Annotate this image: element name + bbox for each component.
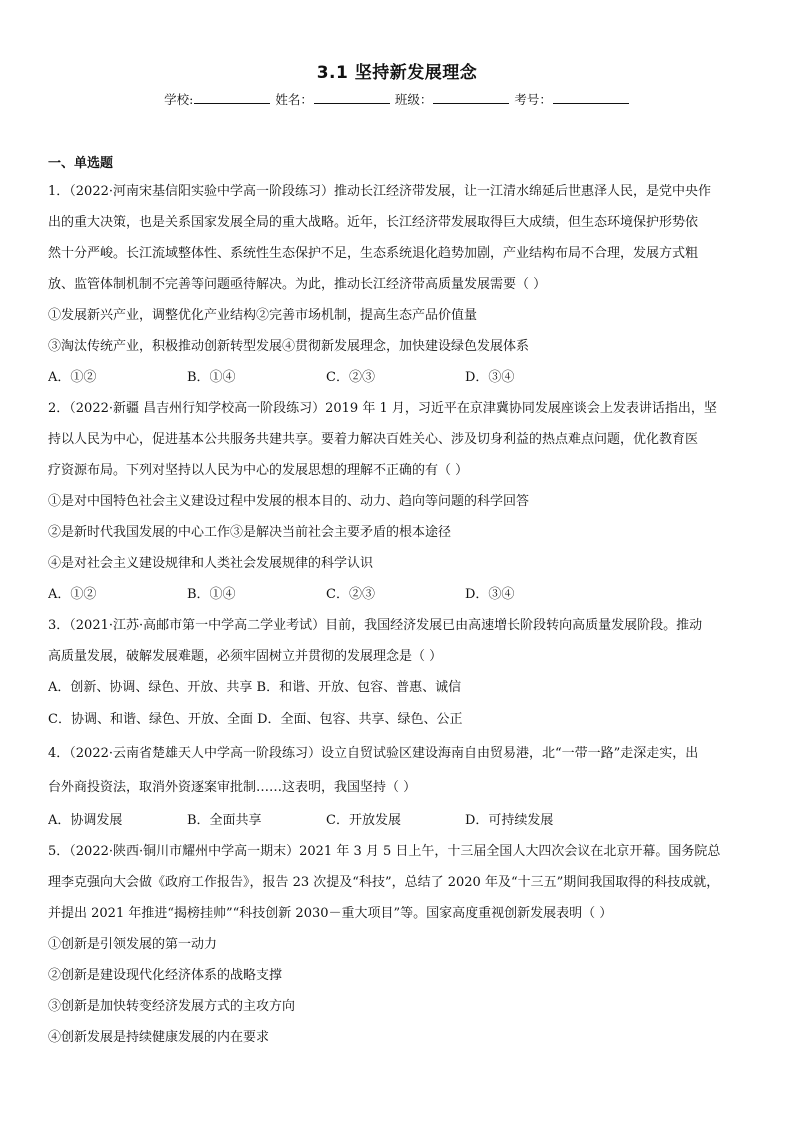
option-c: C．开放发展: [326, 813, 401, 828]
page-title: 3.1 坚持新发展理念: [316, 63, 478, 83]
question-text: 1．（2022·河南宋基信阳实验中学高一阶段练习）推动长江经济带发展，让一江清水绵延后世惠泽人民，是党中央作: [48, 184, 711, 199]
statement: ③创新是加快转变经济发展方式的主攻方向: [48, 999, 296, 1014]
option-d: D．可持续发展: [465, 813, 554, 828]
answer-options: [48, 362, 754, 393]
statement: ①发展新兴产业，调整优化产业结构②完善市场机制，提高生态产品价值量: [48, 308, 478, 323]
option-b: B．全面共享: [187, 813, 262, 828]
question-5: [48, 836, 754, 1053]
number-label: 考号：: [514, 92, 552, 107]
question-text: 持以人民为中心，促进基本公共服务共建共享。要着力解决百姓关心、涉及切身利益的热点难点问题，优化教育医: [48, 432, 699, 447]
option-b: B．①④: [187, 587, 236, 602]
name-label: 姓名：: [275, 92, 313, 107]
question-text: 台外商投资法，取消外资逐案审批制……这表明，我国坚持（ ）: [48, 780, 417, 795]
question-text: 2．（2022·新疆 昌吉州行知学校高一阶段练习）2019 年 1 月，习近平在京津冀协同发展座谈会上发表讲话指出，坚: [48, 401, 717, 416]
question-2: [48, 393, 754, 610]
class-blank: [433, 92, 509, 104]
answer-options-line: A．创新、协调、绿色、开放、共享 B．和谐、开放、包容、普惠、诚信: [48, 680, 462, 695]
section-heading: 一、单选题: [48, 156, 114, 171]
option-c: C．②③: [326, 587, 375, 602]
statement: ④创新发展是持续健康发展的内在要求: [48, 1030, 270, 1045]
statement: ③淘汰传统产业，积极推动创新转型发展④贯彻新发展理念，加快建设绿色发展体系: [48, 339, 530, 354]
answer-options: [48, 805, 754, 836]
question-3: [48, 610, 754, 737]
question-text: 理李克强向大会做《政府工作报告》，报告 23 次提及“科技”，总结了 2020 年及“十三五”期间我国取得的科技成就，: [48, 875, 720, 890]
name-blank: [314, 92, 390, 104]
statement: ①是对中国特色社会主义建设过程中发展的根本目的、动力、趋向等问题的科学回答: [48, 494, 530, 509]
option-d: D．③④: [465, 587, 515, 602]
question-text: 4．（2022·云南省楚雄天人中学高一阶段练习）设立自贸试验区建设海南自由贸易港，北“一带一路”走深走实，出: [48, 746, 699, 761]
statement: ④是对社会主义建设规律和人类社会发展规律的科学认识: [48, 556, 374, 571]
statement: ②创新是建设现代化经济体系的战略支撑: [48, 968, 283, 983]
class-label: 班级：: [394, 92, 433, 107]
option-c: C．②③: [326, 370, 375, 385]
school-blank: [194, 92, 270, 104]
answer-options: [48, 579, 754, 610]
answer-options-line: C．协调、和谐、绿色、开放、全面 D．全面、包容、共享、绿色、公正: [48, 712, 463, 727]
question-text: 高质量发展，破解发展难题，必须牢固树立并贯彻的发展理念是（ ）: [48, 649, 443, 664]
question-text: 然十分严峻。长江流域整体性、系统性生态保护不足，生态系统退化趋势加剧，产业结构布局不合理，发展方式粗: [48, 246, 699, 261]
school-label: 学校:: [164, 92, 194, 107]
question-text: 并提出 2021 年推进“揭榜挂帅”“科技创新 2030－重大项目”等。国家高度重视创新发展表明（ ）: [48, 906, 613, 921]
option-a: A．协调发展: [48, 813, 123, 828]
question-text: 疗资源布局。下列对坚持以人民为中心的发展思想的理解不正确的有（ ）: [48, 463, 469, 478]
questions: [48, 176, 754, 1053]
question-text: 5．（2022·陕西·铜川市耀州中学高一期末）2021 年 3 月 5 日上午，十三届全国人大四次会议在北京开幕。国务院总: [48, 844, 721, 859]
statement: ②是新时代我国发展的中心工作③是解决当前社会主要矛盾的根本途径: [48, 525, 452, 540]
question-1: [48, 176, 754, 393]
number-blank: [553, 92, 629, 104]
question-text: 3．（2021·江苏·高邮市第一中学高二学业考试）目前，我国经济发展已由高速增长阶段转向高质量发展阶段。推动: [48, 618, 703, 633]
statement: ①创新是引领发展的第一动力: [48, 937, 218, 952]
option-b: B．①④: [187, 370, 236, 385]
question-text: 出的重大决策，也是关系国家发展全局的重大战略。近年，长江经济带发展取得巨大成绩，但生态环境保护形势依: [48, 215, 699, 230]
option-a: A．①②: [48, 370, 97, 385]
option-d: D．③④: [465, 370, 515, 385]
question-text: 放、监管体制机制不完善等问题亟待解决。为此，推动长江经济带高质量发展需要（ ）: [48, 277, 547, 292]
student-info-line: [0, 90, 794, 108]
question-4: [48, 737, 754, 836]
option-a: A．①②: [48, 587, 97, 602]
